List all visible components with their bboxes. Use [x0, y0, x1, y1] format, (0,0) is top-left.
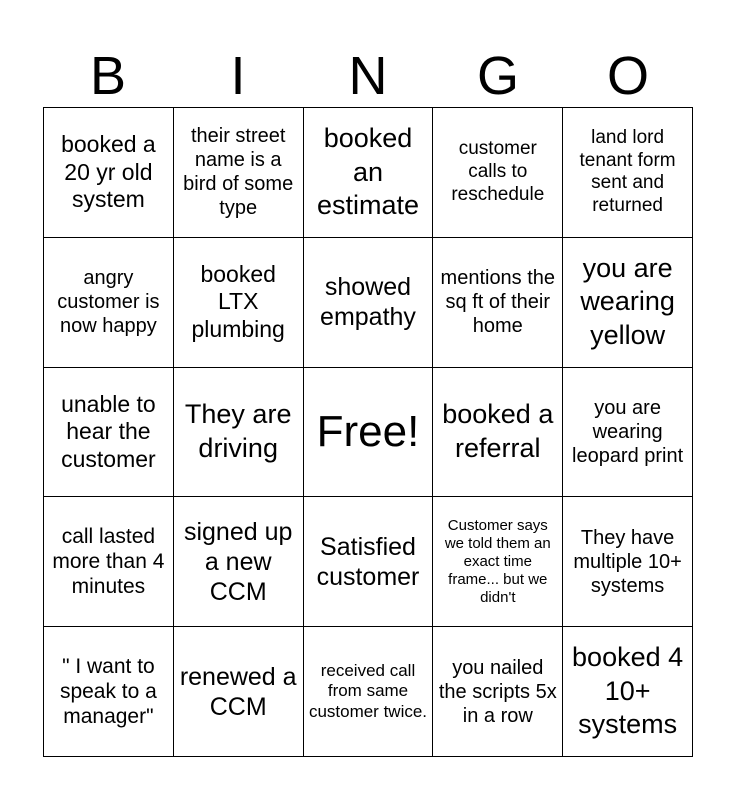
bingo-cell[interactable]: booked LTX plumbing [174, 238, 304, 368]
bingo-cell[interactable]: booked 4 10+ systems [563, 627, 693, 757]
bingo-cell[interactable]: call lasted more than 4 minutes [44, 497, 174, 627]
bingo-cell[interactable]: land lord tenant form sent and returned [563, 108, 693, 238]
bingo-cell[interactable]: signed up a new CCM [174, 497, 304, 627]
header-letter-g: G [476, 46, 519, 106]
bingo-cell[interactable]: " I want to speak to a manager" [44, 627, 174, 757]
bingo-header [43, 44, 693, 108]
bingo-cell[interactable]: Customer says we told them an exact time frame... but we didn't [433, 497, 563, 627]
bingo-cell[interactable]: Satisfied customer [304, 497, 434, 627]
bingo-cell[interactable]: their street name is a bird of some type [174, 108, 304, 238]
bingo-cell[interactable]: booked an estimate [304, 108, 434, 238]
bingo-cell[interactable]: customer calls to reschedule [433, 108, 563, 238]
bingo-cell[interactable]: you are wearing leopard print [563, 368, 693, 498]
bingo-cell[interactable]: They have multiple 10+ systems [563, 497, 693, 627]
free-space-cell[interactable]: Free! [304, 368, 434, 498]
bingo-cell[interactable]: received call from same customer twice. [304, 627, 434, 757]
bingo-cell[interactable]: booked a 20 yr old system [44, 108, 174, 238]
bingo-cell[interactable]: angry customer is now happy [44, 238, 174, 368]
header-letter-o: O [606, 46, 649, 106]
bingo-cell[interactable]: showed empathy [304, 238, 434, 368]
bingo-cell[interactable]: They are driving [174, 368, 304, 498]
bingo-cell[interactable]: mentions the sq ft of their home [433, 238, 563, 368]
bingo-cell[interactable]: renewed a CCM [174, 627, 304, 757]
bingo-cell[interactable]: booked a referral [433, 368, 563, 498]
bingo-cell[interactable]: you are wearing yellow [563, 238, 693, 368]
bingo-cell[interactable]: you nailed the scripts 5x in a row [433, 627, 563, 757]
header-letter-b: B [89, 46, 127, 106]
header-letter-n: N [348, 46, 388, 106]
header-letter-i: I [230, 46, 246, 106]
bingo-cell[interactable]: unable to hear the customer [44, 368, 174, 498]
bingo-card-grid [43, 107, 693, 757]
